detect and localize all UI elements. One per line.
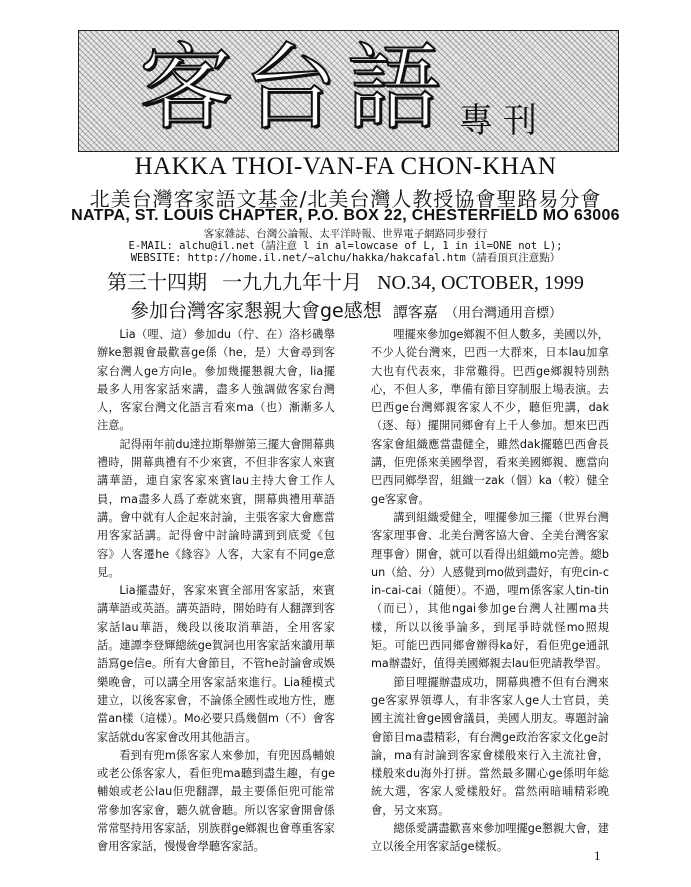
- article-paragraph: 節目哩擺辦盡成功，開幕典禮不但有台灣來ge客家界領導人，有非客家人ge人士官員，美國主流社會ge國會議員，美國人朋友。專題討論會節目ma盡精彩，有台灣ge政治客家文化ge討論，ma有討論到客家會樣般來行入主流社會，樣般來du海外打拼。當然最多關心ge係明年総統大選，客家人愛樣般好。當然兩暗晡精彩晚會，另文來寫。: [371, 675, 609, 817]
- masthead-subtitle: 專刊: [459, 101, 547, 141]
- article-paragraph: Lia（哩、這）參加du（佇、在）洛杉磯舉辦ke懇親會最歡喜ge係（he，是）大會尋到客家台灣人ge方向le。參加幾擺懇親大會，lia擺最多人用客家話來講，盡多人強調做客家台灣人，客家台灣文化語言看來ma（也）漸漸多人注意。: [97, 328, 335, 433]
- issue-number-en: NO.34, OCTOBER, 1999: [377, 272, 584, 294]
- article-column-right: [371, 326, 609, 857]
- article-title: 參加台灣客家懇親大會ge感想: [130, 300, 382, 322]
- masthead-title: 客台語: [139, 34, 452, 143]
- article-note: （用台灣通用音標）: [444, 306, 562, 321]
- email-line: E-MAIL: alchu@il.net（請注意 l in al=lowcase of L, 1 in il=ONE not L);: [128, 240, 563, 252]
- article-paragraph: Lia擺盡好，客家來賓全部用客家話，來賓講華語或英語。講英語時，開始時有人翻譯到客家話lau華語，幾段以後取消華語，全用客家話。連譚李登輝總統ge賀詞也用客家話來讀用華語寫ge信e。所有大會節目，不管he討論會或娛樂晚會，可以講全用客家話來進行。Lia種模式建立，以後客家會，不論係全國性或地方性，應當an樣（這樣）。Mo必要只爲幾個m（不）會客家話就du客家會改用其他語言。: [97, 584, 335, 744]
- distribution-line: 客家雜誌、台灣公論報、太平洋時報、世界電子網路同步發行: [203, 228, 488, 240]
- article-author: 譚客嘉: [392, 303, 438, 321]
- article-paragraph: 看到有兜m係客家人來參加，有兜因爲輔娘或老公係客家人，看佢兜ma聽到盡生趣，有ge輔娘或老公lau佢兜翻譯，最主要係佢兜可能常常參加客家會，聽久就會聽。所以客家會開會係常常堅持用客家話，別族群ge鄉親也會尊重客家會用客家話，慢慢會學聽客家話。: [97, 748, 335, 854]
- organization-chinese: 北美台灣客家語文基金/北美台灣人教授協會聖路易分會: [89, 187, 602, 211]
- issue-date-zh: 一九九九年十月: [222, 272, 363, 294]
- issue-number-zh: 第三十四期: [107, 272, 208, 294]
- issue-line: [0, 266, 691, 295]
- article-column-left: [97, 326, 335, 857]
- article-paragraph: 總係愛講盡歡喜來參加哩擺ge懇親大會，建立以後全用客家話ge樣板。: [371, 822, 609, 854]
- website-line: WEBSITE: http://home.il.net/~alchu/hakka/hakcafal.htm（請看頂頁注意點）: [130, 252, 561, 264]
- article-header: [130, 296, 562, 323]
- article-paragraph: 哩擺來參加ge鄉親不但人數多，美國以外，不少人從台灣來，巴西一大群來，日本lau加拿大也有代表來，非常難得。巴西ge鄉親特別熱心，不但人多，準備有節目穿制服上場表演。去巴西ge台灣鄉親客家人不少，聽佢兜講，dak（逐、每）擺開同鄉會有上千人參加。想來巴西客家會組織應當盡健全，雖然dak擺聽巴西會長講，佢兜係來美國學習，看來美國鄉親、應當向巴西同鄉學習，組織一zak（個）ka（較）健全ge客家會。: [371, 328, 609, 506]
- page-number: 1: [594, 848, 601, 863]
- masthead-banner: [78, 30, 619, 152]
- article-paragraph: 講到組織愛健全，哩擺參加三擺（世界台灣客家理事會、北美台灣客協大會、全美台灣客家理事會）開會，就可以看得出組織mo完善。總bun（給、分）人感覺到mo做到盡好，有兜cin-cin-cai-cai（隨便）。不過，哩m係客家人tin-tin（而已），其他ngai參加ge台灣人社團ma共樣，所以以後爭論多，到尾爭時就怪mo照規矩。可能巴西同鄉會辦得ka好，看佢兜ge通訊ma辦盡好，值得美國鄉親去lau佢兜請教學習。: [371, 510, 609, 671]
- article-paragraph: 記得兩年前du達拉斯舉辦第三擺大會開幕典禮時，開幕典禮有不少來賓，不但非客家人來賓講華語，連自家客家來賓lau主持大會工作人員，ma盡多人爲了牽就來賓，開幕典禮用華語講。會中就有人企起來討論，主張客家大會應當用客家話講。記得會中討論時講到到底愛《包容》人客遷he《緣容》人客，大家有不同ge意見。: [97, 437, 335, 579]
- romanized-title: HAKKA THOI-VAN-FA CHON-KHAN: [134, 153, 557, 180]
- organization-english: NATPA, ST. LOUIS CHAPTER, P.O. BOX 22, CHESTERFIELD MO 63006: [71, 207, 620, 224]
